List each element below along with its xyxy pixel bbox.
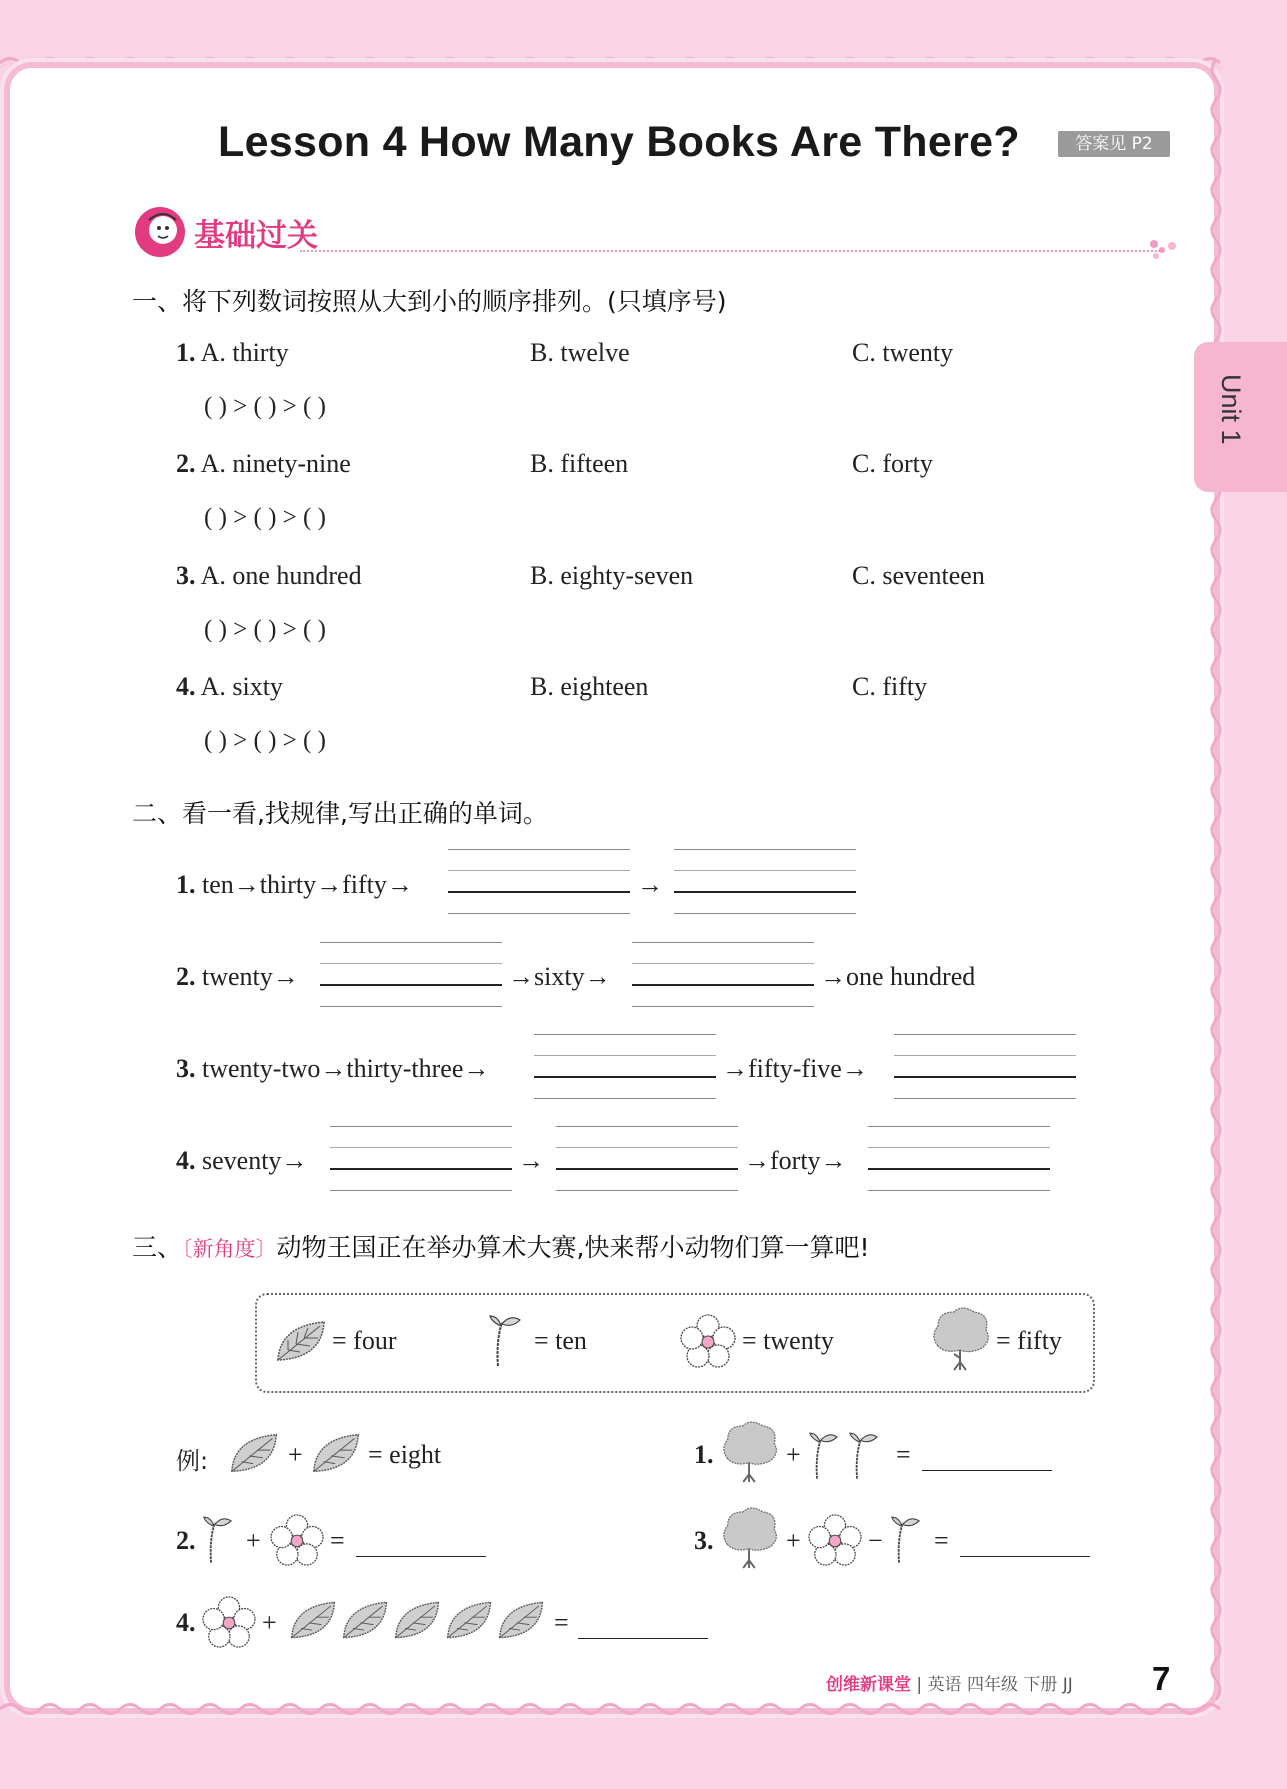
footer-separator: | [916,1675,923,1695]
answer-reference-badge: 答案见 P2 [1058,131,1170,157]
sequence-text: ten→thirty→fifty→ [202,870,413,899]
flower-icon [202,1596,256,1648]
sequence-text: twenty-two→thirty-three→ [202,1054,490,1083]
sequence-text: →forty→ [744,1146,847,1175]
part1-item-2-b: B. fifteen [530,449,629,478]
legend-label-four: = four [332,1326,397,1355]
part1-item-4-a [176,672,283,702]
option-a: A. thirty [200,338,289,367]
sprout-icon [848,1428,888,1482]
decorative-wave-right [1206,60,1232,1710]
sprout-icon [202,1512,242,1566]
writing-lines[interactable] [556,1126,738,1192]
part1-item-2-a [176,449,351,479]
unit-tab [1194,342,1287,492]
part1-item-1-answer-blanks[interactable]: ( ) > ( ) > ( ) [204,393,326,420]
sprout-icon [890,1512,930,1566]
plus-sign: + [786,1526,801,1555]
q2-answer-blank[interactable] [356,1556,486,1557]
part1-item-1-a [176,338,289,368]
part2-item-4 [176,1146,307,1176]
part3-instruction: 动物王国正在举办算术大赛,快来帮小动物们算一算吧! [276,1233,870,1262]
option-a: A. sixty [200,672,283,701]
option-a: A. ninety-nine [200,449,351,478]
sprout-icon [808,1428,848,1482]
q4-number: 4. [176,1608,196,1637]
part2-title: 二、看一看,找规律,写出正确的单词。 [132,799,548,828]
sequence-text: twenty→ [202,962,299,991]
footer [826,1670,1073,1695]
leaf-icon [310,1430,364,1476]
writing-lines[interactable] [320,942,502,1008]
legend-label-twenty: = twenty [742,1326,834,1355]
leaf-icon [392,1598,444,1642]
part3-title [132,1228,870,1264]
q1-answer-blank[interactable] [922,1470,1052,1471]
item-number: 3. [176,561,196,590]
writing-lines[interactable] [632,942,814,1008]
example-label: 例: [176,1447,209,1475]
q3-number: 3. [694,1526,714,1555]
footer-brand: 创维新课堂 [826,1675,911,1695]
new-angle-badge: 〔新角度〕 [182,1237,277,1261]
leaf-icon [288,1598,340,1642]
lesson-title: Lesson 4 How Many Books Are There? [218,118,1020,166]
item-number: 1. [176,870,196,899]
part1-item-2-answer-blanks[interactable]: ( ) > ( ) > ( ) [204,504,326,531]
sequence-text: →sixty→ [508,962,611,991]
part1-item-3-answer-blanks[interactable]: ( ) > ( ) > ( ) [204,616,326,643]
flower-icon [270,1514,324,1566]
section-title: 基础过关 [194,218,318,254]
tree-icon [930,1306,992,1372]
part1-item-3-b: B. eighty-seven [530,561,694,590]
unit-tab-label: Unit 1 [1216,374,1246,445]
tree-icon [720,1420,780,1484]
leaf-icon [228,1430,282,1476]
item-number: 4. [176,1146,196,1175]
writing-lines[interactable] [448,849,630,915]
page-number: 7 [1152,1660,1171,1697]
sequence-text: →fifty-five→ [722,1054,868,1083]
part1-item-4-answer-blanks[interactable]: ( ) > ( ) > ( ) [204,727,326,754]
item-number: 1. [176,338,196,367]
plus-sign: + [246,1526,261,1555]
example-result: = eight [368,1440,442,1469]
part1-item-1-b: B. twelve [530,338,630,367]
writing-lines[interactable] [330,1126,512,1192]
leaf-icon [340,1598,392,1642]
writing-lines[interactable] [894,1034,1076,1100]
sprout-icon [488,1312,532,1368]
leaf-icon [274,1318,330,1364]
part1-item-1-c: C. twenty [852,338,954,367]
sequence-text: →one hundred [820,962,976,991]
equals-sign: = [896,1440,911,1469]
plus-sign: + [262,1608,277,1637]
q3-answer-blank[interactable] [960,1556,1090,1557]
plus-sign: + [288,1440,303,1469]
sequence-arrow: → [518,1146,544,1175]
part2-item-3 [176,1054,489,1084]
legend-label-fifty: = fifty [996,1326,1062,1355]
q1-number: 1. [694,1440,714,1469]
flower-icon [680,1314,736,1368]
equals-sign: = [554,1608,569,1637]
writing-lines[interactable] [534,1034,716,1100]
part3-prefix: 三、 [132,1233,183,1262]
decorative-dots [1148,236,1178,262]
part1-item-2-c: C. forty [852,449,933,478]
part1-item-3-c: C. seventeen [852,561,985,590]
sequence-arrow: → [637,870,663,899]
equals-sign: = [934,1526,949,1555]
part2-item-2 [176,962,299,992]
decorative-wave-bottom [0,1698,1287,1720]
q4-answer-blank[interactable] [578,1638,708,1639]
part1-title: 一、将下列数词按照从大到小的顺序排列。(只填序号) [132,287,727,316]
sequence-text: seventy→ [202,1146,308,1175]
part1-item-4-b: B. eighteen [530,672,649,701]
tree-icon [720,1506,780,1570]
writing-lines[interactable] [674,849,856,915]
item-number: 2. [176,962,196,991]
flower-icon [808,1514,862,1566]
minus-sign: − [868,1526,883,1555]
legend-label-ten: = ten [534,1326,587,1355]
writing-lines[interactable] [868,1126,1050,1192]
option-a: A. one hundred [200,561,362,590]
item-number: 2. [176,449,196,478]
leaf-icon [444,1598,496,1642]
plus-sign: + [786,1440,801,1469]
leaf-icon [496,1598,548,1642]
part1-item-3-a [176,561,362,591]
footer-meta: 英语 四年级 下册 JJ [927,1675,1073,1695]
part2-item-1 [176,870,413,900]
item-number: 3. [176,1054,196,1083]
q2-number: 2. [176,1526,196,1555]
section-divider [300,250,1160,252]
equals-sign: = [330,1526,345,1555]
student-avatar-icon [134,206,186,258]
item-number: 4. [176,672,196,701]
part1-item-4-c: C. fifty [852,672,928,701]
